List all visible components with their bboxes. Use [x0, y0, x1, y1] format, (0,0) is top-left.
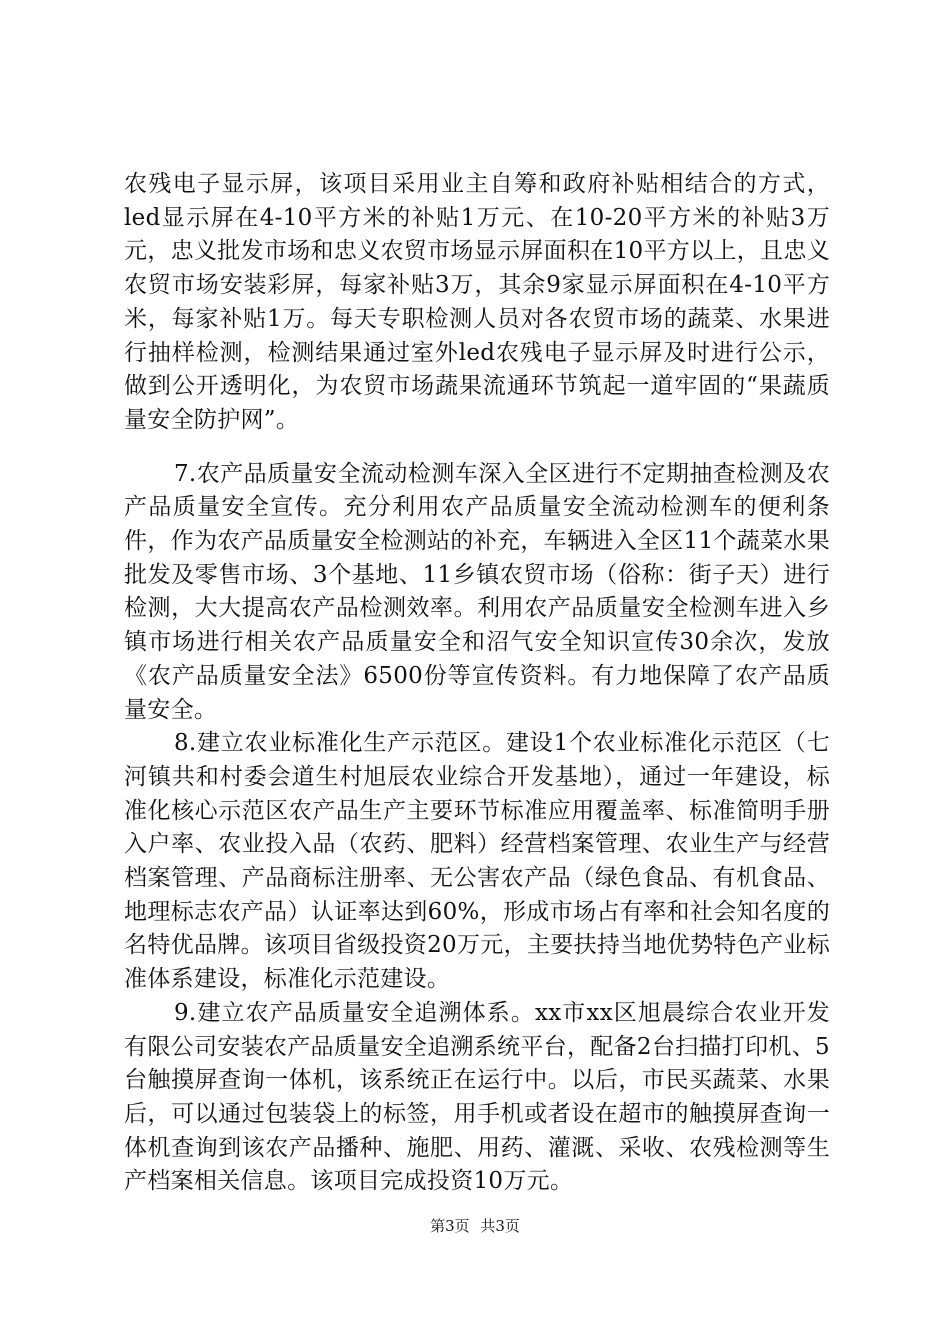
paragraph-item-9-traceability: 9.建立农产品质量安全追溯体系。xx市xx区旭晨综合农业开发有限公司安装农产品质量安全追溯系统平台，配备2台扫描打印机、5台触摸屏查询一体机，该系统正在运行中。以后，市民买蔬菜、水果后，可以通过包装袋上的标签，用手机或者设在超市的触摸屏查询一体机查询到该农产品播种、施肥、用药、灌溉、采收、农残检测等生产档案相关信息。该项目完成投资10万元。: [124, 999, 830, 1195]
paragraph-item-8-standardization: 8.建立农业标准化生产示范区。建设1个农业标准化示范区（七河镇共和村委会道生村旭辰农业综合开发基地），通过一年建设，标准化核心示范区农产品生产主要环节标准应用覆盖率、标准简明手册入户率、农业投入品（农药、肥料）经营档案管理、农业生产与经营档案管理、产品商标注册率、无公害农产品（绿色食品、有机食品、地理标志农产品）认证率达到60%，形成市场占有率和社会知名度的名特优品牌。该项目省级投资20万元，主要扶持当地优势特色产业标准体系建设，标准化示范建设。: [124, 730, 830, 993]
paragraph-display-screen-subsidy: 农残电子显示屏，该项目采用业主自筹和政府补贴相结合的方式，led显示屏在4-10平方米的补贴1万元、在10-20平方米的补贴3万元，忠义批发市场和忠义农贸市场显示屏面积在10平方以上，且忠义农贸市场安装彩屏，每家补贴3万，其余9家显示屏面积在4-10平方米，每家补贴1万。每天专职检测人员对各农贸市场的蔬菜、水果进行抽样检测，检测结果通过室外led农残电子显示屏及时进行公示，做到公开透明化，为农贸市场蔬果流通环节筑起一道牢固的“果蔬质量安全防护网”。: [124, 171, 830, 433]
paragraph-item-7-mobile-testing: 7.农产品质量安全流动检测车深入全区进行不定期抽查检测及农产品质量安全宣传。充分利用农产品质量安全流动检测车的便利条件，作为农产品质量安全检测站的补充，车辆进入全区11个蔬菜水果批发及零售市场、3个基地、11乡镇农贸市场（俗称：街子天）进行检测，大大提高农产品检测效率。利用农产品质量安全检测车进入乡镇市场进行相关农产品质量安全和沼气安全知识宣传30余次，发放《农产品质量安全法》6500份等宣传资料。有力地保障了农产品质量安全。: [124, 460, 830, 723]
page-number-current: 第3页: [430, 1217, 470, 1235]
page-footer: [0, 1216, 950, 1236]
page-number-total: 共3页: [480, 1217, 520, 1235]
document-body: [124, 168, 830, 1199]
